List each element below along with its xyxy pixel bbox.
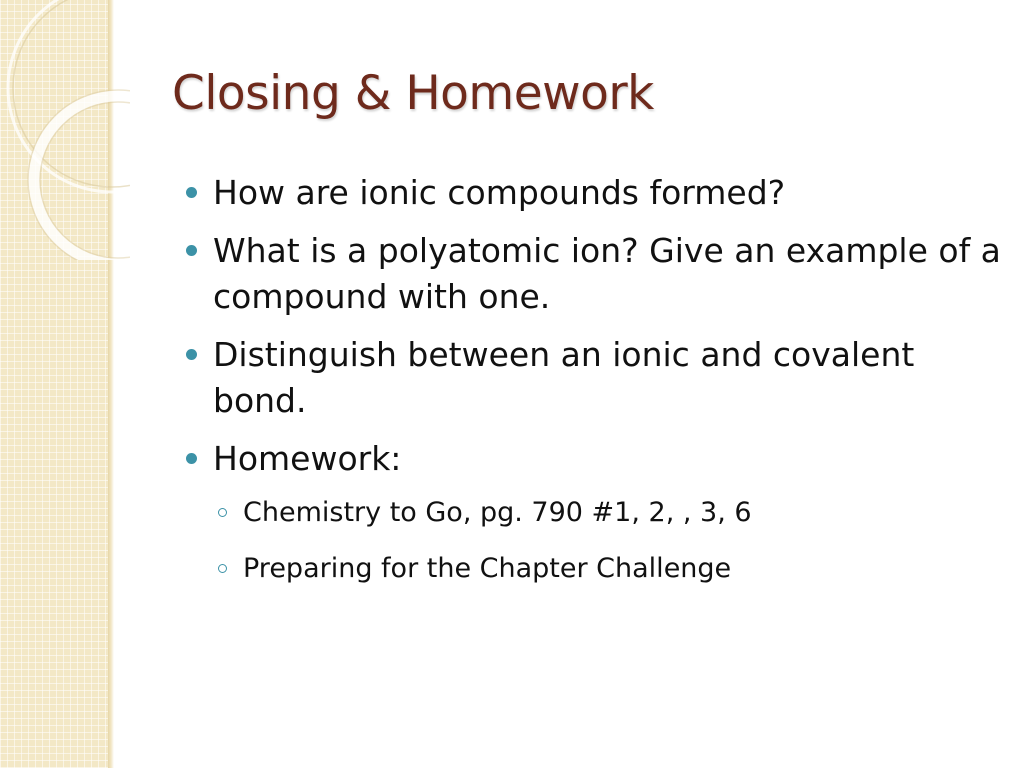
sub-bullet-text: Preparing for the Chapter Challenge: [243, 553, 732, 584]
bullet-text: Distinguish between an ionic and covalent bond.: [213, 335, 915, 420]
sub-bullet-ring-icon: [218, 508, 227, 517]
bullet-text: What is a polyatomic ion? Give an example of a compound with one.: [213, 231, 1001, 316]
bullet-text: Homework:: [213, 439, 402, 478]
homework-sub-list: [186, 494, 1006, 588]
sub-bullet-text: Chemistry to Go, pg. 790 #1, 2, , 3, 6: [243, 497, 752, 528]
bullet-list: [186, 170, 1006, 606]
bullet-dot-icon: [186, 453, 197, 464]
sub-bullet-ring-icon: [218, 564, 227, 573]
bullet-item: [186, 170, 1006, 216]
bullet-dot-icon: [186, 245, 197, 256]
bullet-text: How are ionic compounds formed?: [213, 173, 786, 212]
decorative-rings-icon: [0, 0, 130, 260]
bullet-dot-icon: [186, 349, 197, 360]
bullet-item-homework: [186, 436, 1006, 482]
sub-bullet-item: [186, 550, 1006, 588]
bullet-item: [186, 332, 1006, 424]
bullet-item: [186, 228, 1006, 320]
sub-bullet-item: [186, 494, 1006, 532]
bullet-dot-icon: [186, 187, 197, 198]
slide-title: Closing & Homework: [172, 66, 654, 121]
